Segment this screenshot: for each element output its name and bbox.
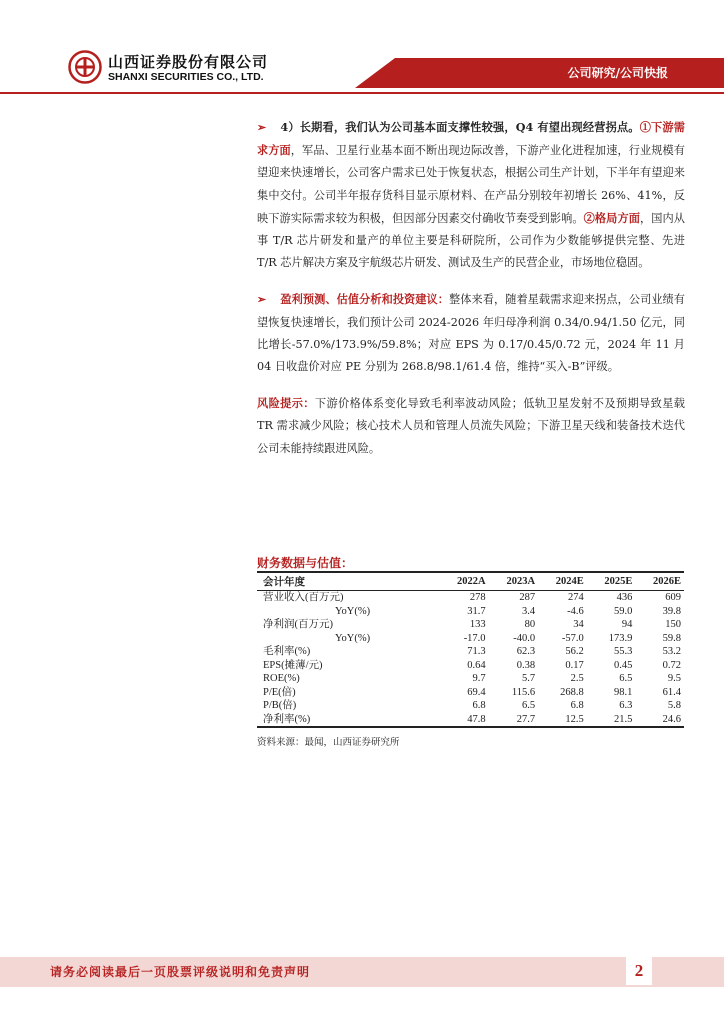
financial-table [257,571,684,728]
column-header: 2024E [538,572,587,591]
paragraph-text: ，国内从事 T/R 芯片研发和量产的单位主要是科研院所，公司作为少数能够提供完整、先进 T/R 芯片解决方案及宇航级芯片研发、测试及生产的民营企业，市场地位稳固。 [257,211,685,270]
table-cell: 133 [469,619,486,630]
table-cell: 47.8 [439,713,489,728]
table-row [257,605,684,619]
main-content [257,116,685,460]
table-cell: -57.0 [561,632,584,644]
table-cell: 6.5 [521,700,536,711]
row-label: YoY(%) [335,605,371,617]
header-divider [0,92,724,94]
table-cell: 56.2 [565,646,584,657]
column-header: 2026E [635,572,684,591]
table-cell: -40.0 [513,632,536,644]
table-row [257,632,684,646]
footer-disclaimer: 请务必阅读最后一页股票评级说明和免责声明 [50,965,311,979]
table-cell: 287 [519,592,536,603]
table-cell: 6.8 [570,700,584,711]
column-header: 2022A [439,572,489,591]
table-cell: 61.4 [662,686,681,698]
data-source-note: 资料来源：最闻，山西证券研究所 [257,737,400,748]
table-cell: 53.2 [662,646,681,657]
table-cell: 59.8 [662,632,681,644]
table-cell: 268.8 [560,686,584,698]
table-cell: -17.0 [463,632,486,644]
column-header: 会计年度 [257,572,439,591]
table-cell: 173.9 [608,632,633,644]
subheading-demand: ①下游需求方面 [257,120,685,158]
table-cell: 0.64 [467,659,486,671]
row-label: ROE(%) [263,673,300,684]
table-cell: 6.3 [619,700,633,711]
row-label: EPS(摊薄/元) [263,659,323,671]
bullet-arrow-icon: ➢ [257,120,267,134]
bullet-arrow-icon: ➢ [257,292,267,307]
row-label: P/B(倍) [263,700,297,711]
table-cell: 21.5 [587,713,636,728]
row-label: 毛利率(%) [263,646,311,657]
subheading-forecast: 盈利预测、估值分析和投资建议： [280,292,450,307]
financial-table-title: 财务数据与估值： [257,556,354,570]
table-cell: 71.3 [467,646,486,657]
paragraph-risk [257,392,685,460]
paragraph-text: 下游价格体系变化导致毛利率波动风险；低轨卫星发射不及预期导致星载 TR 需求减少风险；核心技术人员和管理人员流失风险；下游卫星天线和装备技术迭代公司未能持续跟进风险。 [257,397,685,455]
paragraph-text: 整体来看，随着星载需求迎来拐点，公司业绩有望恢复快速增长，我们预计公司 2024-2026 年归母净利润 0.34/0.94/1.50 亿元，同比增长-57.0%/173.9%/59.8%；对应 EPS 为 0.17/0.45/0.72 元，2024 年 11 月 04 日收盘价对应 PE 分别为 268.8/98.1/61.4 倍，维持“买入-B”评级。 [257,293,685,374]
table-cell: 31.7 [467,605,486,617]
company-name-en: SHANXI SECURITIES CO., LTD. [108,71,264,83]
table-row [257,618,684,632]
column-header: 2025E [587,572,636,591]
table-cell: 5.8 [667,700,681,711]
table-cell: 150 [665,619,681,630]
table-cell: 274 [567,592,584,603]
table-cell: 0.45 [613,659,633,671]
row-label: YoY(%) [335,632,371,644]
table-row [257,591,684,605]
paragraph-forecast [257,288,685,378]
table-cell: 27.7 [489,713,539,728]
page-header [0,0,724,100]
table-cell: 12.5 [538,713,587,728]
company-name-cn: 山西证券股份有限公司 [108,53,269,71]
table-cell: 62.3 [516,646,536,657]
table-header-row [257,572,684,591]
table-cell: 80 [524,619,536,630]
table-cell: 69.4 [467,686,486,698]
column-header: 2023A [489,572,539,591]
subheading-risk: 风险提示： [257,396,315,411]
table-cell: -4.6 [567,605,584,617]
table-row [257,699,684,713]
paragraph-long-term [257,116,685,274]
table-cell: 436 [616,592,633,603]
table-cell: 34 [573,619,584,630]
table-cell: 55.3 [613,646,633,657]
table-cell: 278 [469,592,486,603]
table-cell: 0.17 [565,659,584,671]
row-label: 净利率(%) [257,713,439,728]
report-section-label: 公司研究/公司快报 [567,66,668,80]
header-band [355,58,724,88]
table-row [257,686,684,700]
table-cell: 59.0 [613,605,633,617]
page-number: 2 [626,957,652,985]
table-cell: 6.5 [619,673,633,684]
table-row [257,672,684,686]
company-logo-icon [68,50,102,84]
table-cell: 39.8 [662,605,681,617]
row-label: 营业收入(百万元) [263,592,344,603]
table-row [257,659,684,673]
table-cell: 3.4 [521,605,536,617]
table-cell: 9.5 [667,673,681,684]
table-cell: 0.38 [516,659,536,671]
table-cell: 2.5 [570,673,584,684]
table-row [257,713,684,728]
paragraph-heading: 4）长期看，我们认为公司基本面支撑性较强，Q4 有望出现经营拐点。 [280,120,640,134]
table-cell: 9.7 [472,673,486,684]
table-cell: 5.7 [521,673,536,684]
row-label: 净利润(百万元) [263,619,333,630]
table-cell: 24.6 [635,713,684,728]
table-cell: 0.72 [662,659,681,671]
table-row [257,645,684,659]
table-cell: 115.6 [511,686,536,698]
paragraph-text: ，军品、卫星行业基本面不断出现边际改善，下游产业化进程加速，行业规模有望迎来快速增长，公司客户需求已处于恢复状态，根据公司生产计划，下半年有望迎来集中交付。公司半年报存货科目显示原材料、在产品分别较年初增长 26%、41%，反映下游实际需求较为积极，但因部分因素交付确收节奏受到影响。 [257,144,685,225]
table-cell: 6.8 [472,700,486,711]
table-cell: 94 [621,619,633,630]
table-cell: 98.1 [613,686,633,698]
row-label: P/E(倍) [263,686,296,698]
table-cell: 609 [665,592,681,603]
subheading-landscape: ②格局方面 [583,210,640,225]
